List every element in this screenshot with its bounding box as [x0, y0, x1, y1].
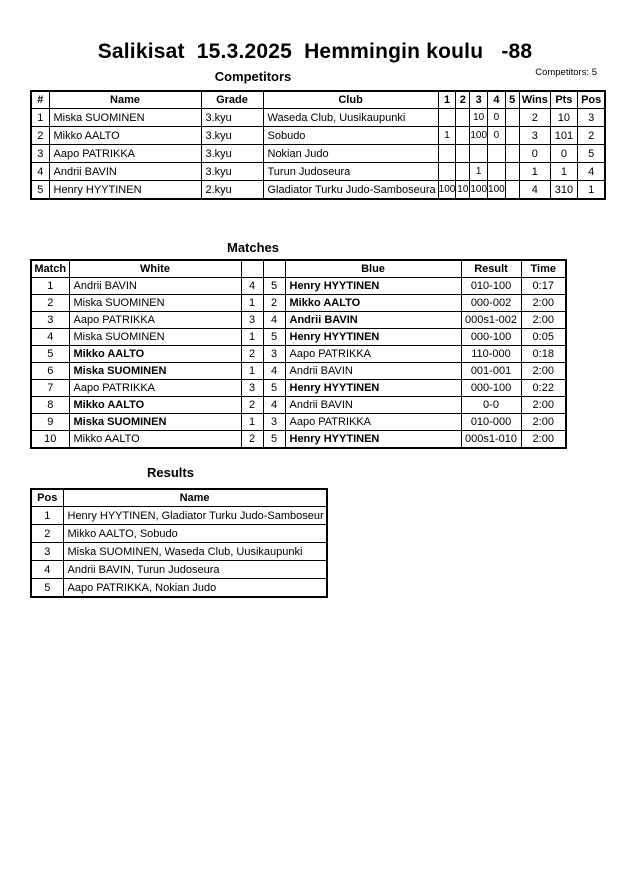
white-competitor-number: 1 — [241, 329, 263, 346]
competitor-pos: 3 — [577, 109, 605, 127]
blue-competitor: Henry HYYTINEN — [285, 431, 461, 449]
match-time: 2:00 — [521, 431, 566, 449]
white-competitor: Aapo PATRIKKA — [69, 380, 241, 397]
competitor-pos: 5 — [577, 145, 605, 163]
results-header-row — [31, 489, 327, 507]
col-header-result: Result — [461, 260, 521, 278]
match-result: 010-100 — [461, 278, 521, 295]
col-header-opp4: 4 — [488, 91, 506, 109]
result-row — [31, 507, 327, 525]
match-row — [31, 329, 566, 346]
competitor-row — [31, 127, 605, 145]
col-header-pts: Pts — [550, 91, 577, 109]
result-vs-3 — [470, 145, 488, 163]
match-number: 4 — [31, 329, 69, 346]
match-number: 3 — [31, 312, 69, 329]
competitor-wins: 0 — [519, 145, 550, 163]
result-vs-5 — [505, 127, 519, 145]
blue-competitor-number: 5 — [263, 431, 285, 449]
competitor-grade: 2.kyu — [201, 181, 263, 200]
competitor-row — [31, 163, 605, 181]
competitor-grade: 3.kyu — [201, 163, 263, 181]
result-vs-5 — [505, 163, 519, 181]
blue-competitor: Henry HYYTINEN — [285, 278, 461, 295]
competitor-row — [31, 181, 605, 200]
matches-header-row — [31, 260, 566, 278]
competitor-name: Henry HYYTINEN — [49, 181, 201, 200]
blue-competitor-number: 3 — [263, 414, 285, 431]
match-row — [31, 346, 566, 363]
result-name: Miska SUOMINEN, Waseda Club, Uusikaupunki — [63, 543, 327, 561]
blue-competitor-number: 4 — [263, 363, 285, 380]
blue-competitor-number: 5 — [263, 380, 285, 397]
match-result: 0-0 — [461, 397, 521, 414]
competitor-number: 4 — [31, 163, 49, 181]
col-header-grade: Grade — [201, 91, 263, 109]
competitor-wins: 4 — [519, 181, 550, 200]
result-vs-4: 0 — [488, 109, 506, 127]
competitor-grade: 3.kyu — [201, 127, 263, 145]
col-header-club: Club — [263, 91, 438, 109]
white-competitor: Miska SUOMINEN — [69, 295, 241, 312]
result-pos: 2 — [31, 525, 63, 543]
match-time: 2:00 — [521, 312, 566, 329]
white-competitor: Aapo PATRIKKA — [69, 312, 241, 329]
match-row — [31, 397, 566, 414]
result-name: Andrii BAVIN, Turun Judoseura — [63, 561, 327, 579]
competitor-club: Gladiator Turku Judo-Samboseura — [263, 181, 438, 200]
col-header-opp1: 1 — [438, 91, 456, 109]
match-number: 8 — [31, 397, 69, 414]
col-header-white: White — [69, 260, 241, 278]
competitor-row — [31, 109, 605, 127]
competitor-pts: 0 — [550, 145, 577, 163]
blue-competitor-number: 4 — [263, 312, 285, 329]
result-vs-1 — [438, 163, 456, 181]
white-competitor-number: 2 — [241, 397, 263, 414]
match-time: 2:00 — [521, 397, 566, 414]
match-time: 0:05 — [521, 329, 566, 346]
blue-competitor: Aapo PATRIKKA — [285, 346, 461, 363]
result-vs-2 — [456, 127, 470, 145]
result-vs-5 — [505, 145, 519, 163]
blue-competitor-number: 3 — [263, 346, 285, 363]
col-header-wins: Wins — [519, 91, 550, 109]
competitor-pts: 1 — [550, 163, 577, 181]
match-result: 000-100 — [461, 329, 521, 346]
competitor-number: 5 — [31, 181, 49, 200]
col-header-opp3: 3 — [470, 91, 488, 109]
blue-competitor-number: 5 — [263, 329, 285, 346]
result-vs-4: 100 — [488, 181, 506, 200]
white-competitor: Miska SUOMINEN — [69, 363, 241, 380]
result-vs-1 — [438, 109, 456, 127]
match-result: 000-002 — [461, 295, 521, 312]
competitor-name: Andrii BAVIN — [49, 163, 201, 181]
match-time: 2:00 — [521, 295, 566, 312]
white-competitor: Andrii BAVIN — [69, 278, 241, 295]
result-row — [31, 525, 327, 543]
white-competitor: Mikko AALTO — [69, 397, 241, 414]
match-number: 5 — [31, 346, 69, 363]
competitor-pts: 101 — [550, 127, 577, 145]
matches-heading: Matches — [226, 240, 280, 255]
competitor-name: Aapo PATRIKKA — [49, 145, 201, 163]
white-competitor-number: 3 — [241, 380, 263, 397]
col-header-opp5: 5 — [505, 91, 519, 109]
match-time: 0:18 — [521, 346, 566, 363]
blue-competitor-number: 2 — [263, 295, 285, 312]
match-row — [31, 380, 566, 397]
competitor-club: Waseda Club, Uusikaupunki — [263, 109, 438, 127]
competitor-grade: 3.kyu — [201, 145, 263, 163]
competitor-number: 3 — [31, 145, 49, 163]
competitor-wins: 1 — [519, 163, 550, 181]
result-vs-3: 1 — [470, 163, 488, 181]
white-competitor-number: 4 — [241, 278, 263, 295]
result-vs-5 — [505, 181, 519, 200]
match-row — [31, 295, 566, 312]
competitor-club: Sobudo — [263, 127, 438, 145]
blue-competitor: Aapo PATRIKKA — [285, 414, 461, 431]
competitors-count: Competitors: 5 — [535, 67, 597, 78]
competitor-number: 1 — [31, 109, 49, 127]
match-number: 6 — [31, 363, 69, 380]
result-vs-3: 10 — [470, 109, 488, 127]
result-row — [31, 543, 327, 561]
col-header-blue-num — [263, 260, 285, 278]
result-row — [31, 579, 327, 598]
white-competitor-number: 1 — [241, 363, 263, 380]
result-vs-2 — [456, 109, 470, 127]
white-competitor: Mikko AALTO — [69, 346, 241, 363]
match-row — [31, 414, 566, 431]
competitor-pos: 4 — [577, 163, 605, 181]
result-vs-2 — [456, 145, 470, 163]
white-competitor-number: 2 — [241, 346, 263, 363]
col-header-blue: Blue — [285, 260, 461, 278]
result-vs-1: 1 — [438, 127, 456, 145]
white-competitor-number: 3 — [241, 312, 263, 329]
result-vs-1: 100 — [438, 181, 456, 200]
col-header-white-num — [241, 260, 263, 278]
competitor-pos: 1 — [577, 181, 605, 200]
white-competitor-number: 1 — [241, 295, 263, 312]
blue-competitor: Henry HYYTINEN — [285, 329, 461, 346]
results-heading: Results — [147, 465, 194, 480]
matches-table — [30, 259, 567, 449]
result-name: Henry HYYTINEN, Gladiator Turku Judo-Samboseur — [63, 507, 327, 525]
result-name: Mikko AALTO, Sobudo — [63, 525, 327, 543]
match-result: 000s1-002 — [461, 312, 521, 329]
match-number: 2 — [31, 295, 69, 312]
match-number: 7 — [31, 380, 69, 397]
blue-competitor: Mikko AALTO — [285, 295, 461, 312]
match-row — [31, 431, 566, 449]
results-table — [30, 488, 328, 598]
competitor-grade: 3.kyu — [201, 109, 263, 127]
col-header-time: Time — [521, 260, 566, 278]
competitor-wins: 2 — [519, 109, 550, 127]
match-row — [31, 278, 566, 295]
result-pos: 3 — [31, 543, 63, 561]
competitor-name: Miska SUOMINEN — [49, 109, 201, 127]
competitor-pts: 310 — [550, 181, 577, 200]
col-header-opp2: 2 — [456, 91, 470, 109]
match-result: 110-000 — [461, 346, 521, 363]
match-row — [31, 312, 566, 329]
competitor-club: Nokian Judo — [263, 145, 438, 163]
match-result: 000-100 — [461, 380, 521, 397]
competitor-wins: 3 — [519, 127, 550, 145]
match-row — [31, 363, 566, 380]
result-pos: 4 — [31, 561, 63, 579]
col-header-pos: Pos — [577, 91, 605, 109]
competitor-pos: 2 — [577, 127, 605, 145]
match-result: 010-000 — [461, 414, 521, 431]
competitor-number: 2 — [31, 127, 49, 145]
result-name: Aapo PATRIKKA, Nokian Judo — [63, 579, 327, 598]
match-number: 9 — [31, 414, 69, 431]
white-competitor-number: 1 — [241, 414, 263, 431]
col-header-match: Match — [31, 260, 69, 278]
col-header-pos: Pos — [31, 489, 63, 507]
blue-competitor: Andrii BAVIN — [285, 312, 461, 329]
match-result: 001-001 — [461, 363, 521, 380]
result-vs-5 — [505, 109, 519, 127]
blue-competitor-number: 4 — [263, 397, 285, 414]
result-pos: 1 — [31, 507, 63, 525]
white-competitor: Mikko AALTO — [69, 431, 241, 449]
white-competitor: Miska SUOMINEN — [69, 414, 241, 431]
result-row — [31, 561, 327, 579]
white-competitor-number: 2 — [241, 431, 263, 449]
match-time: 0:22 — [521, 380, 566, 397]
result-vs-4 — [488, 163, 506, 181]
page-title: Salikisat 15.3.2025 Hemmingin koulu -88 — [97, 40, 533, 63]
result-vs-1 — [438, 145, 456, 163]
match-time: 2:00 — [521, 414, 566, 431]
competitor-row — [31, 145, 605, 163]
result-vs-3: 100 — [470, 181, 488, 200]
col-header-name: Name — [63, 489, 327, 507]
blue-competitor-number: 5 — [263, 278, 285, 295]
match-number: 1 — [31, 278, 69, 295]
match-time: 2:00 — [521, 363, 566, 380]
competitor-name: Mikko AALTO — [49, 127, 201, 145]
result-vs-4 — [488, 145, 506, 163]
match-number: 10 — [31, 431, 69, 449]
blue-competitor: Andrii BAVIN — [285, 397, 461, 414]
col-header-name: Name — [49, 91, 201, 109]
result-vs-2 — [456, 163, 470, 181]
match-result: 000s1-010 — [461, 431, 521, 449]
competitors-header-row — [31, 91, 605, 109]
competitor-club: Turun Judoseura — [263, 163, 438, 181]
result-pos: 5 — [31, 579, 63, 598]
result-vs-2: 10 — [456, 181, 470, 200]
competitors-heading: Competitors — [214, 69, 292, 84]
blue-competitor: Henry HYYTINEN — [285, 380, 461, 397]
blue-competitor: Andrii BAVIN — [285, 363, 461, 380]
white-competitor: Miska SUOMINEN — [69, 329, 241, 346]
competitors-table — [30, 90, 606, 200]
match-time: 0:17 — [521, 278, 566, 295]
competitor-pts: 10 — [550, 109, 577, 127]
result-vs-3: 100 — [470, 127, 488, 145]
col-header-number: # — [31, 91, 49, 109]
result-vs-4: 0 — [488, 127, 506, 145]
